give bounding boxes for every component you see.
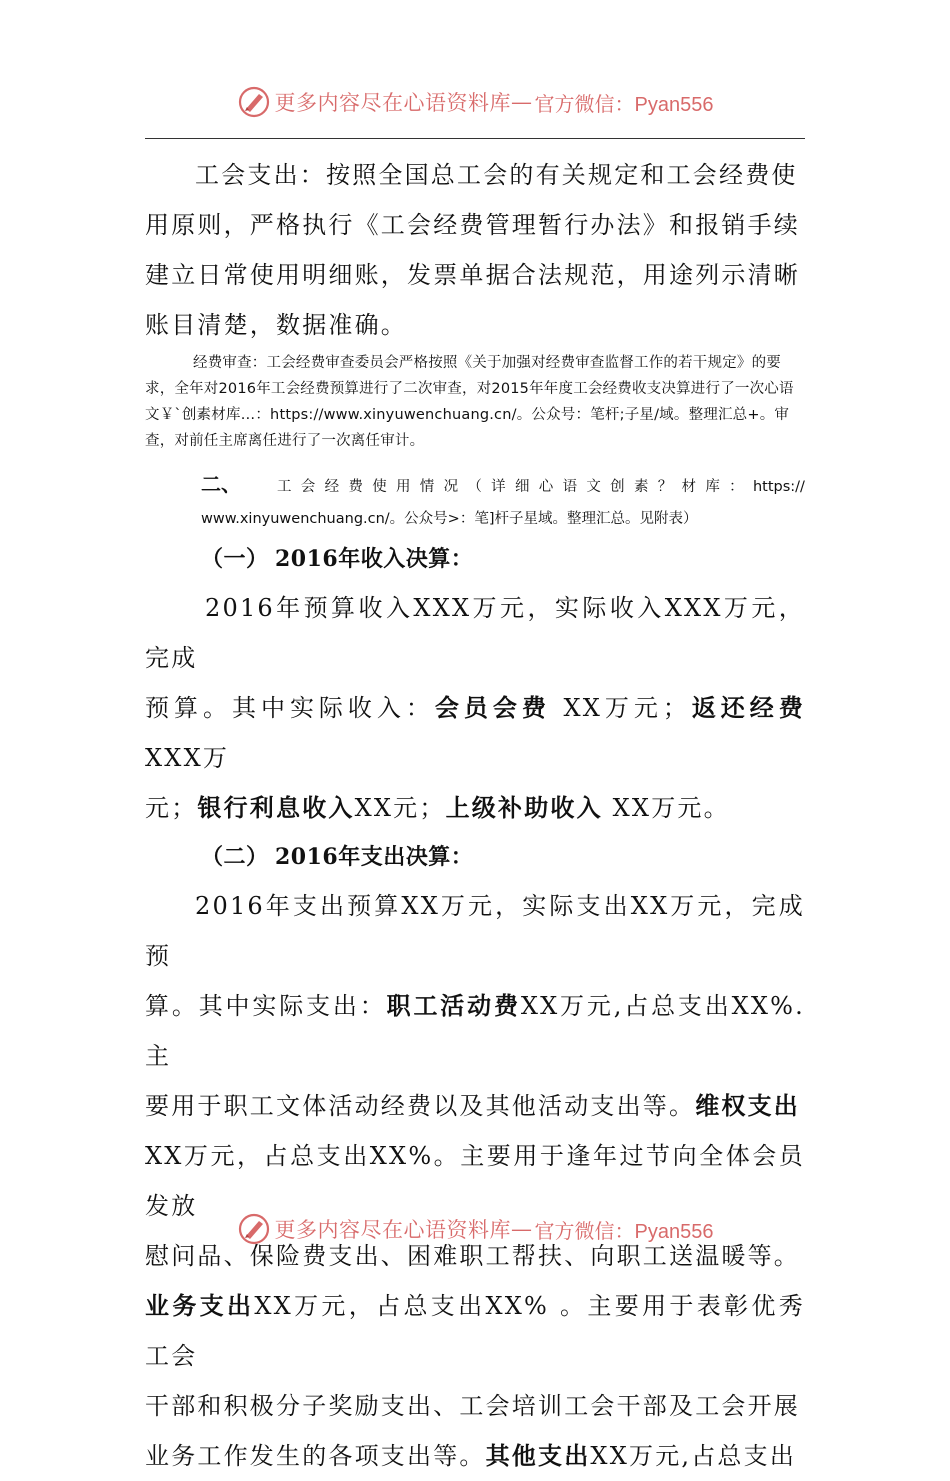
expense-line-6-b: XX万元，占总支出XX% 。主要用于表彰优秀工会 xyxy=(145,1292,805,1370)
section-two-heading-char: 工 xyxy=(277,479,292,495)
income-line-2-c: XX万元； xyxy=(550,694,690,722)
income-line-3 xyxy=(145,783,805,833)
income-line-1: 2016年预算收入XXX万元，实际收入XXX万元，完成 xyxy=(145,594,805,672)
expense-line-5: 慰问品、保险费支出、困难职工帮扶、向职工送温暖等。 xyxy=(145,1242,800,1270)
member-fees-label: 会员会费 xyxy=(434,693,551,722)
expense-line-2-a: 算。其中实际支出： xyxy=(145,992,387,1020)
section-two-heading-char: 心 xyxy=(538,479,554,495)
expense-line-2 xyxy=(145,981,805,1081)
section-two-number: 二、 xyxy=(201,472,241,496)
expense-line-2-c: XX万元,占总支出XX%.主 xyxy=(145,992,806,1070)
document-body xyxy=(145,150,805,1481)
union-expense-line-2: 用原则，严格执行《工会经费管理暂行办法》和报销手续 xyxy=(145,211,800,239)
section-two-heading-char: 素 xyxy=(633,479,649,495)
income-line-2-a: 预算。其中实际收入： xyxy=(145,694,435,722)
header-watermark xyxy=(0,80,950,124)
expense-heading-num: （二） xyxy=(201,844,269,870)
section-two-heading-char: 会 xyxy=(300,479,316,495)
expense-line-7: 干部和积极分子奖励支出、工会培训工会干部及工会开展 xyxy=(145,1392,800,1420)
income-heading-text: 2016年收入决算： xyxy=(275,546,474,572)
section-two-heading-char: 语 xyxy=(562,479,578,495)
section-two-heading-text xyxy=(277,471,805,503)
section-two-heading-line-2: www.xinyuwenchuang.cn/。公众号>：笔]杆子星域。整理汇总。见附表） xyxy=(201,511,698,527)
expense-heading xyxy=(145,833,805,881)
income-line-3-a: 元； xyxy=(145,794,198,822)
superior-subsidy-label: 上级补助收入 xyxy=(445,793,603,822)
watermark-contact: 官方微信：Pyan556 xyxy=(534,1220,714,1243)
section-two-heading-char: 费 xyxy=(348,479,363,495)
section-two-heading-char: ： xyxy=(729,479,744,495)
section-two-heading-char: https:// xyxy=(752,479,805,495)
income-line-3-c: XX元； xyxy=(354,794,446,822)
section-two-heading-char: 文 xyxy=(586,479,601,495)
income-heading-num: （一） xyxy=(201,546,269,572)
footer-watermark xyxy=(0,1207,950,1251)
income-heading xyxy=(145,535,805,583)
watermark-site: 更多内容尽在心语资料库 xyxy=(274,1218,512,1242)
union-expense-line-3: 建立日常使用明细账，发票单据合法规范，用途列示清晰 xyxy=(145,261,800,289)
watermark-site: 更多内容尽在心语资料库 xyxy=(274,91,512,115)
bank-interest-label: 银行利息收入 xyxy=(197,793,355,822)
business-expense-label: 业务支出 xyxy=(145,1291,255,1320)
refund-fees-label: 返还经费 xyxy=(689,693,805,722)
pen-logo-icon xyxy=(237,85,271,119)
section-two xyxy=(145,468,805,535)
pen-logo-icon xyxy=(237,1212,271,1246)
expense-line-1: 2016年支出预算XX万元，实际支出XX万元，完成预 xyxy=(145,892,805,970)
other-expense-label: 其他支出 xyxy=(485,1441,591,1470)
watermark-dash: — xyxy=(511,90,533,114)
section-two-heading-char: 经 xyxy=(324,479,340,495)
union-expense-line-1: 工会支出：按照全国总工会的有关规定和工会经费使 xyxy=(195,161,798,189)
section-two-heading-char: 库 xyxy=(705,479,720,495)
section-two-heading-char: 细 xyxy=(514,479,530,495)
expense-line-3-a: 要用于职工文体活动经费以及其他活动支出等。 xyxy=(145,1092,696,1120)
audit-paragraph: 经费审查：工会经费审查委员会严格按照《关于加强对经费审查监督工作的若干规定》的要求，全年对2016年工会经费预算进行了二次审查，对2015年年度工会经费收支决算进行了一次心语文￥`创素材库…：https://www.xinyuwenchuang.cn/。公众号：笔杆;子星/域。整理汇总+。审查，对前任主席离任进行了一次离任审计。 xyxy=(145,355,794,449)
expense-line-3 xyxy=(145,1081,805,1131)
expense-line-8-a: 业务工作发生的各项支出等。 xyxy=(145,1442,486,1470)
section-two-heading xyxy=(145,468,805,503)
expense-line-6 xyxy=(145,1281,805,1381)
expense-heading-text: 2016年支出决算： xyxy=(275,844,474,870)
rights-expense-label: 维权支出 xyxy=(695,1091,801,1120)
expense-line-8-c: XX万元,占总支出 xyxy=(590,1442,797,1470)
section-two-heading-char: （ xyxy=(467,479,482,495)
section-two-heading-char: 创 xyxy=(610,479,625,495)
income-line-2 xyxy=(145,683,805,783)
section-two-heading-char: 况 xyxy=(443,479,459,495)
section-two-heading-char: 用 xyxy=(395,479,411,495)
section-two-heading-char: 材 xyxy=(681,479,697,495)
watermark-dash: — xyxy=(511,1217,533,1241)
income-line-3-e: XX万元。 xyxy=(602,794,730,822)
section-two-heading-char: ？ xyxy=(657,479,673,495)
expense-line-4: XX万元，占总支出XX%。主要用于逢年过节向全体会员发放 xyxy=(145,1142,805,1220)
expense-line-8 xyxy=(145,1431,805,1481)
header-divider xyxy=(145,138,805,139)
watermark-contact: 官方微信：Pyan556 xyxy=(534,93,714,116)
staff-activity-label: 职工活动费 xyxy=(386,991,521,1020)
section-two-heading-char: 使 xyxy=(372,479,387,495)
section-two-heading-char: 详 xyxy=(491,479,506,495)
income-line-2-e: XXX万 xyxy=(145,744,230,772)
union-expense-line-4: 账目清楚，数据准确。 xyxy=(145,311,407,339)
section-two-heading-char: 情 xyxy=(419,479,435,495)
